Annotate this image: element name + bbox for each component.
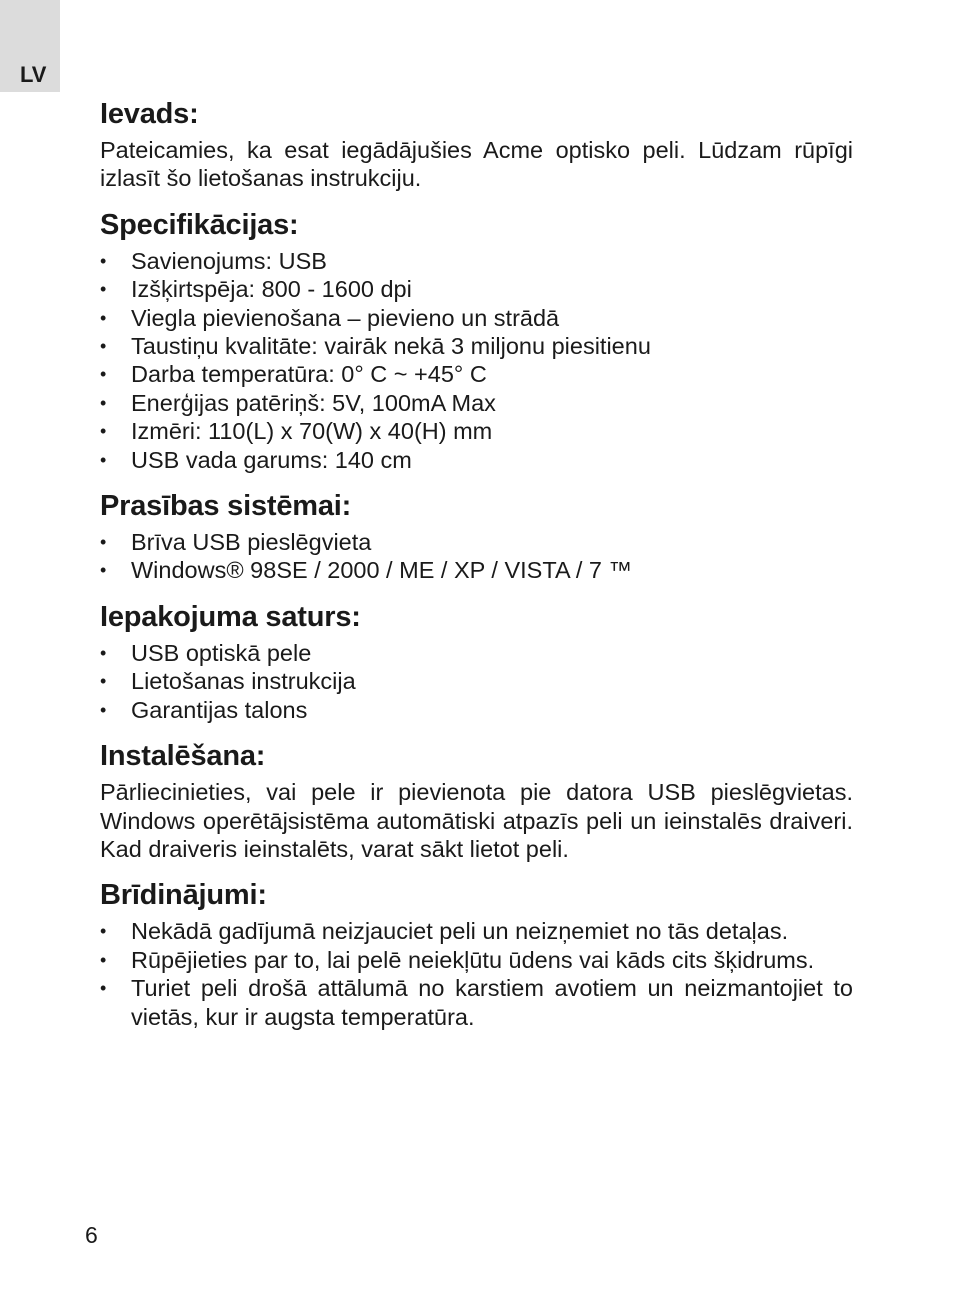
list-item: • Garantijas talons [100, 696, 308, 723]
list-item: • Windows® 98SE / 2000 / ME / XP / VISTA / 7 ™ [100, 557, 633, 584]
bullet-icon: • [100, 949, 107, 970]
list-item: • Lietošanas instrukcija [100, 668, 356, 695]
language-tab [0, 0, 60, 92]
bullet-icon: • [100, 642, 107, 663]
list-item: • Savienojums: USB [100, 247, 327, 274]
intro-text: Pateicamies, ka esat iegādājušies Acme optisko peli. Lūdzam rūpīgi izlasīt šo lietošanas instrukciju. [100, 137, 853, 192]
list-item: • Nekādā gadījumā neizjauciet peli un neizņemiet no tās detaļas. [100, 918, 789, 945]
warnings-list [100, 917, 853, 1031]
list-item: • USB optiskā pele [100, 639, 312, 666]
section-title-package: Iepakojuma saturs: [100, 600, 361, 633]
list-item: • Viegla pievienošana – pievieno un strādā [100, 304, 560, 331]
manual-content [100, 92, 853, 1041]
page-number: 6 [85, 1222, 98, 1248]
bullet-icon: • [100, 560, 107, 581]
section-title-intro: Ievads: [100, 98, 199, 130]
bullet-icon: • [100, 392, 107, 413]
installation-text: Pārliecinieties, vai pele ir pievienota pie datora USB pieslēgvietas. Windows operētājsistēma automātiski atpazīs peli un ieinstalēs draiveri. Kad draiveris ieinstalēts, varat sākt lietot peli. [100, 779, 853, 862]
list-item: • Darba temperatūra: 0° C ~ +45° C [100, 361, 487, 388]
bullet-icon: • [100, 671, 107, 692]
list-item: • Rūpējieties par to, lai pelē neiekļūtu ūdens vai kāds cits šķidrums. [100, 946, 815, 973]
list-item: • Izmēri: 110(L) x 70(W) x 40(H) mm [100, 418, 493, 445]
requirements-list [100, 528, 853, 585]
bullet-icon: • [100, 421, 107, 442]
bullet-icon: • [100, 978, 107, 999]
section-title-requirements: Prasības sistēmai: [100, 490, 352, 523]
list-item: • Brīva USB pieslēgvieta [100, 529, 372, 556]
specs-list [100, 247, 853, 474]
bullet-icon: • [100, 364, 107, 385]
list-item: • USB vada garums: 140 cm [100, 446, 412, 473]
list-item: • Taustiņu kvalitāte: vairāk nekā 3 miljonu piesitienu [100, 333, 651, 360]
list-item: • Izšķirtspēja: 800 - 1600 dpi [100, 276, 412, 303]
bullet-icon: • [100, 449, 107, 470]
language-code: LV [20, 62, 47, 87]
list-item: • Turiet peli drošā attālumā no karstiem avotiem un neizmantojiet to vietās, kur ir augsta temperatūra. [100, 975, 853, 1030]
package-list [100, 639, 853, 724]
section-title-installation: Instalēšana: [100, 740, 266, 773]
bullet-icon: • [100, 279, 107, 300]
bullet-icon: • [100, 250, 107, 271]
section-title-warnings: Brīdinājumi: [100, 879, 267, 912]
section-title-specs: Specifikācijas: [100, 208, 299, 241]
bullet-icon: • [100, 532, 107, 553]
list-item: • Enerģijas patēriņš: 5V, 100mA Max [100, 389, 496, 416]
bullet-icon: • [100, 336, 107, 357]
bullet-icon: • [100, 699, 107, 720]
bullet-icon: • [100, 307, 107, 328]
bullet-icon: • [100, 921, 107, 942]
